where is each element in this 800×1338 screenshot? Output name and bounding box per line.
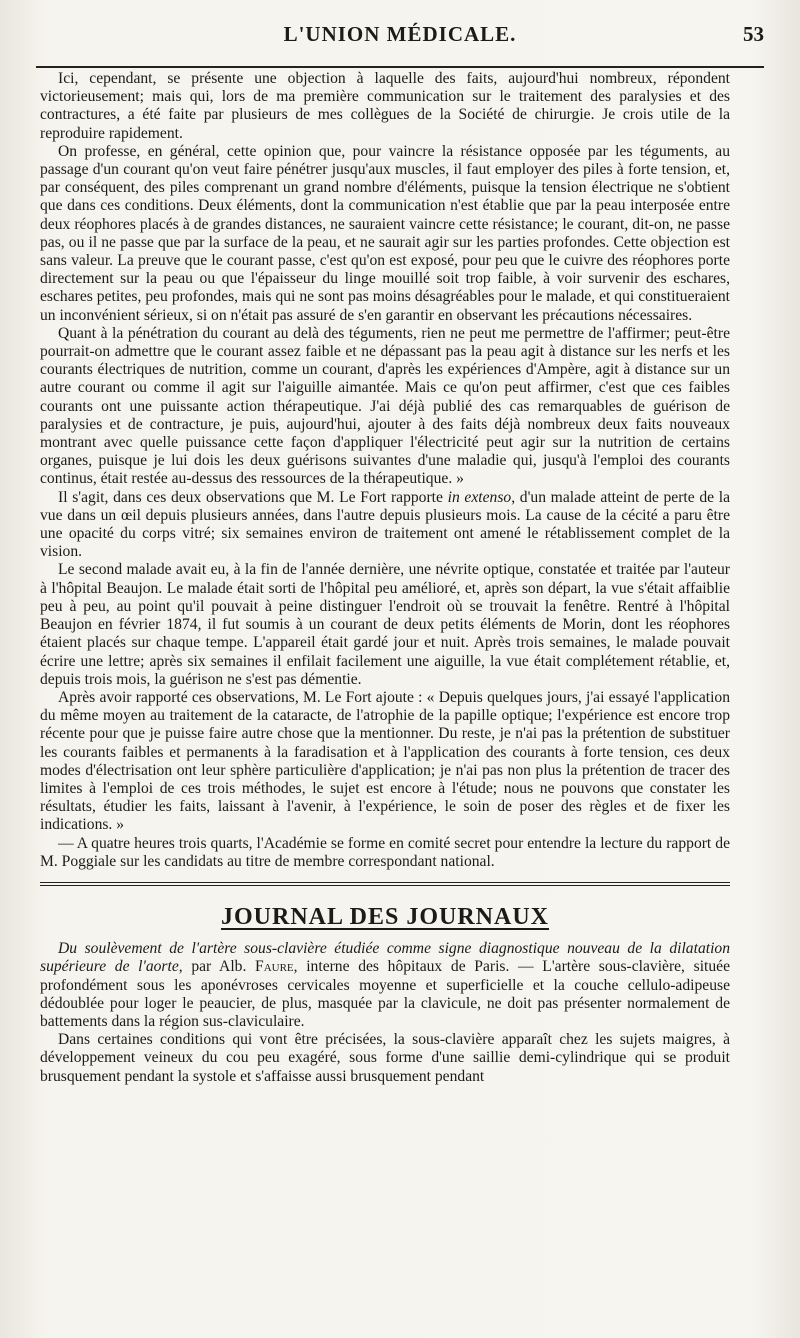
section-heading: JOURNAL DES JOURNAUX xyxy=(220,903,550,930)
paragraph-tension: On professe, en général, cette opinion que, pour vaincre la résistance opposée par les téguments, au passage d'un courant qu'on veut faire pénétrer jusqu'aux muscles, il faut employer des piles à forte tension, et, par conséquent, des piles comprenant un grand nombre d'éléments, puisque la tension électrique ne s'obtient que dans ces conditions. Deux éléments, dont la communication n'est établie que par la peau interposée entre deux réophores placés à de grandes distances, ne sauraient vaincre cette résistance; le courant, dit-on, ne passe pas, ou il ne passe que par la surface de la peau, et ne saurait agir sur les parties profondes. Cette objection est sans valeur. La preuve que le courant passe, c'est qu'on est exposé, pour peu que le cuivre des réophores porte directement sur la peau ou que l'épaisseur du linge mouillé soit trop faible, à voir survenir des eschares, eschares petites, peu profondes, mais qui ne sont pas moins désagréables pour le malade, et qui constitueraient un inconvénient sérieux, si on n'était pas assuré de s'en garantir en observant les précautions nécessaires. xyxy=(40,142,730,324)
article-author: Faure xyxy=(255,958,294,976)
header-rule xyxy=(36,66,764,68)
article-paragraph-2: Dans certaines conditions qui vont être précisées, la sous-clavière apparaît chez les sujets maigres, à développement veineux du cou peu exagéré, sous forme d'une saillie demi-cylindrique qui se produit brusquement pendant la systole et s'affaisse aussi brusquement pendant xyxy=(40,1031,730,1085)
paragraph-comite-secret: — A quatre heures trois quarts, l'Académie se forme en comité secret pour entendre la lecture du rapport de M. Poggiale sur les candidats au titre de membre correspondant national. xyxy=(40,834,730,870)
paragraph-second-patient: Le second malade avait eu, à la fin de l'année dernière, une névrite optique, constatée et traitée par l'auteur à l'hôpital Beaujon. Le malade était sorti de l'hôpital peu amélioré, et, après son départ, la vue s'était affaiblie peu à peu, au point qu'il pouvait à peine distinguer l'endroit où se trouvait la fenêtre. Rentré à l'hôpital Beaujon en février 1874, il fut soumis à un courant de deux petits éléments de Morin, dont les réophores étaient placés sur chaque tempe. L'appareil était gardé jour et nuit. Après trois semaines, le malade pouvait écrire une lettre; après six semaines il enfilait facilement une aiguille, la vue était complétement rétablie, et, depuis trois mois, la guérison ne s'est pas démentie. xyxy=(40,561,730,688)
observations-text-start: Il s'agit, dans ces deux observations que M. Le Fort rapporte xyxy=(58,488,448,506)
paragraph-objection: Ici, cependant, se présente une objection à laquelle des faits, aujourd'hui nombreux, répondent victorieusement; mais qui, lors de ma première communication sur le traitement des paralysies et des contractures, a été faite par plusieurs de mes collègues de la Société de chirurgie. Je crois utile de la reproduire rapidement. xyxy=(40,70,730,142)
paragraph-observations xyxy=(40,489,730,562)
byline-prefix: , par Alb. xyxy=(178,958,256,976)
article-title: Du soulèvement de l'artère sous-clavière étudiée comme signe diagnostique nouveau de la dilatation supérieure de l'aorte xyxy=(40,940,730,976)
article-body-start: , interne des hôpitaux de Paris. — L'artère sous-clavière, située profondément sous les aponévroses cervicales moyenne et superficielle et la couche cellulo-adipeuse dédoublée pour loger le peaucier, de plus, masquée par la clavicule, ne doit pas présenter normalement de battements dans la région sus-claviculaire. xyxy=(40,958,731,1030)
running-title: L'UNION MÉDICALE. xyxy=(283,22,517,46)
paragraph-penetration: Quant à la pénétration du courant au delà des téguments, rien ne peut me permettre de l'affirmer; peut-être pourrait-on admettre que le courant assez faible et ne dépassant pas la peau agit à distance sur les nerfs et les courants électriques de nutrition, comme un courant, d'après les expériences d'Ampère, agit à distance sur un autre courant ou comme il agit sur l'aiguille aimantée. Mais ce qu'on peut affirmer, c'est que ces faibles courants ont une puissante action thérapeutique. J'ai déjà publié des cas remarquables de guérison de paralysies et de contracture, je puis, aujourd'hui, ajouter à des faits déjà nombreux deux faits nouveaux montrant avec quelle puissance cette façon d'appliquer l'électricité peut agir sur la nutrition de certains organes, puisque je lui dois les deux guérisons suivantes d'une maladie qui, jusqu'à l'emploi des courants continus, était restée au-dessus des ressources de la thérapeutique. » xyxy=(40,324,730,488)
observations-text-end: , d'un malade atteint de perte de la vue dans un œil depuis plusieurs années, dans l'autre depuis plusieurs mois. La cause de la cécité a paru être une opacité du corps vitré; six semaines environ de traitement ont amené le rétablissement complet de la vision. xyxy=(40,488,730,561)
page-number: 53 xyxy=(743,22,764,46)
in-extenso-italic: in extenso xyxy=(447,488,512,506)
page-header xyxy=(36,18,764,56)
section-divider xyxy=(40,882,730,886)
page-content xyxy=(40,70,730,1086)
article-intro-paragraph xyxy=(40,940,730,1031)
paragraph-le-fort-quote: Après avoir rapporté ces observations, M. Le Fort ajoute : « Depuis quelques jours, j'ai essayé l'application du même moyen au traitement de la cataracte, de l'atrophie de la papille optique; l'expérience est encore trop récente pour que je puisse faire autre chose que la mentionner. Du reste, je n'ai pas la prétention de substituer les courants faibles et permanents à la faradisation et à l'application des courants à forte tension, ces deux modes d'électrisation ont leur sphère particulière d'application; je n'ai pas non plus la prétention de tracer des limites à l'emploi de ces trois méthodes, le sujet est encore à l'étude; nous ne pouvons que constater les résultats, étudier les faits, laissant à l'avenir, à l'expérience, le soin de poser des règles et de fixer les indications. » xyxy=(40,688,730,834)
